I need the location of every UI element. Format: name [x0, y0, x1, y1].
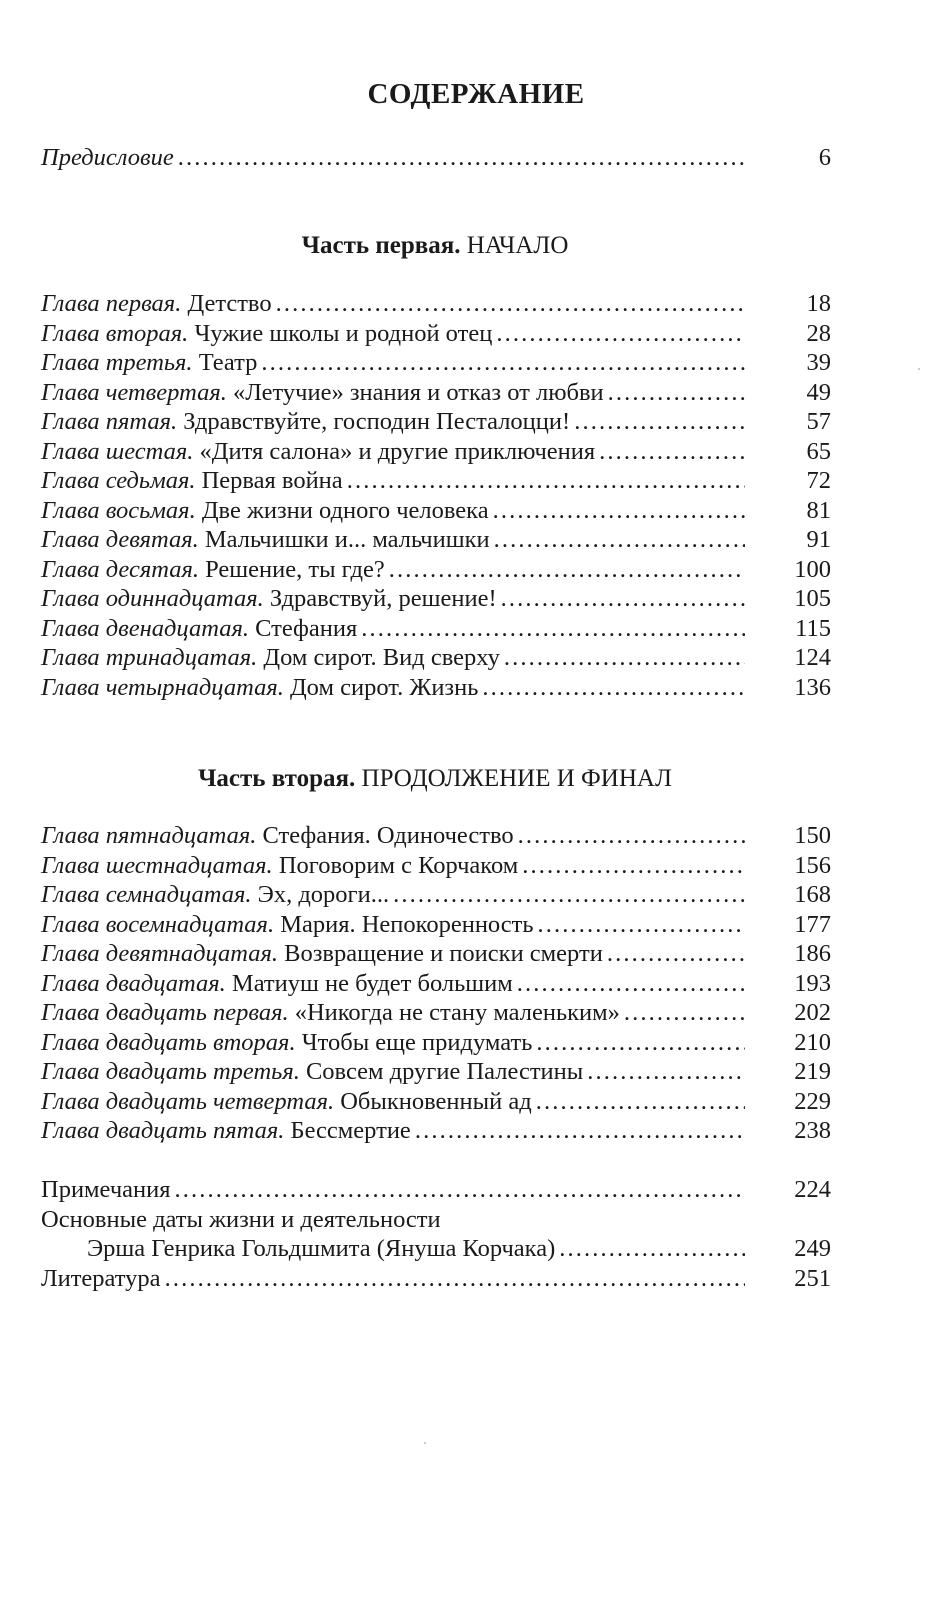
entry-label — [41, 643, 500, 673]
entry-label — [41, 1057, 583, 1087]
page-number: 91 — [806, 526, 831, 553]
chapter-title: Театр — [198, 349, 258, 376]
dot-leader — [608, 378, 745, 408]
chapter-number: Глава третья. — [41, 349, 193, 376]
dot-leader — [559, 1234, 745, 1264]
entry-label: Литература — [41, 1264, 161, 1292]
entry-label — [41, 673, 478, 703]
toc-entry-chapter[interactable] — [41, 939, 831, 969]
page-number: 136 — [794, 673, 831, 701]
page-number: 100 — [794, 555, 831, 583]
entry-label — [41, 437, 595, 467]
toc-entry-chapter[interactable] — [41, 319, 831, 349]
toc-entry-chapter[interactable] — [41, 880, 831, 910]
toc-entry-chapter[interactable] — [41, 910, 831, 940]
toc-entry-preface[interactable] — [41, 143, 831, 173]
chapter-title: Совсем другие Палестины — [305, 1058, 584, 1085]
dot-leader — [276, 289, 745, 319]
entry-label — [41, 348, 257, 378]
chapter-number: Глава девятнадцатая. — [41, 940, 279, 967]
toc-entry-chapter[interactable] — [41, 1028, 831, 1058]
toc-entry-dates-line2[interactable] — [41, 1234, 831, 1264]
chapter-number: Глава четвертая. — [41, 378, 227, 406]
entry-label — [41, 1087, 532, 1117]
entry-label: Эрша Генрика Гольдшмита (Януша Корчака) — [87, 1235, 556, 1262]
chapter-number: Глава восьмая. — [41, 496, 196, 524]
toc-entry-chapter[interactable] — [41, 1057, 831, 1087]
chapter-number: Глава двадцать третья. — [41, 1058, 300, 1085]
page-number: 105 — [794, 585, 831, 612]
dot-leader — [494, 525, 745, 555]
chapter-number: Глава тринадцатая. — [41, 644, 258, 671]
chapter-number: Глава двадцатая. — [41, 969, 226, 997]
page-number: 238 — [794, 1117, 831, 1144]
dot-leader — [518, 821, 745, 851]
chapter-number: Глава восемнадцатая. — [41, 910, 275, 938]
chapter-title: Чужие школы и родной отец — [194, 319, 493, 347]
dot-leader — [536, 1028, 745, 1058]
chapter-number: Глава десятая. — [41, 555, 199, 583]
chapter-title: Поговорим с Корчаком — [278, 851, 519, 879]
dot-leader — [496, 319, 745, 349]
page-number: 28 — [806, 319, 831, 347]
entry-label — [41, 525, 490, 555]
chapter-title: Здравствуй, решение! — [269, 585, 497, 612]
dot-leader — [574, 407, 745, 437]
dot-leader — [389, 555, 745, 585]
chapter-number: Глава шестая. — [41, 437, 194, 465]
dot-leader — [361, 614, 745, 644]
chapter-title: «Дитя салона» и другие приключения — [199, 437, 596, 465]
toc-entry-chapter[interactable] — [41, 969, 831, 999]
chapter-number: Глава одиннадцатая. — [41, 585, 264, 612]
chapter-title: Матиуш не будет большим — [231, 969, 513, 997]
chapter-number: Глава пятая. — [41, 408, 178, 435]
page-number: 6 — [818, 144, 831, 171]
page-number: 124 — [794, 644, 831, 671]
dot-leader — [607, 939, 745, 969]
dot-leader — [347, 466, 745, 496]
entry-label: Примечания — [41, 1176, 171, 1203]
toc-entry-notes[interactable] — [41, 1175, 831, 1205]
dot-leader — [587, 1057, 745, 1087]
dot-leader — [415, 1116, 745, 1146]
entry-label — [41, 880, 389, 910]
chapter-title: Дом сирот. Жизнь — [289, 673, 479, 701]
page-number: 49 — [806, 378, 831, 406]
toc-entry-chapter[interactable] — [41, 614, 831, 644]
entry-label — [41, 1028, 532, 1058]
entry-label — [41, 851, 518, 881]
page-number: 65 — [806, 437, 831, 465]
chapter-title: Чтобы еще придумать — [301, 1028, 533, 1056]
toc-entry-chapter[interactable] — [41, 496, 831, 526]
toc-entry-chapter[interactable] — [41, 348, 831, 378]
toc-entry-chapter[interactable] — [41, 673, 831, 703]
page-number: 156 — [794, 851, 831, 879]
dot-leader — [517, 969, 745, 999]
chapter-title: Первая война — [201, 467, 343, 494]
toc-entry-chapter[interactable] — [41, 407, 831, 437]
entry-label — [41, 496, 489, 526]
toc-entry-chapter[interactable] — [41, 998, 831, 1028]
entry-label — [41, 289, 272, 319]
toc-entry-chapter[interactable] — [41, 1116, 831, 1146]
dot-leader — [393, 880, 745, 910]
dot-leader — [624, 998, 745, 1028]
page-title: СОДЕРЖАНИЕ — [367, 78, 585, 110]
toc-entry-dates-line1[interactable] — [41, 1205, 831, 1235]
page-number: 210 — [794, 1028, 831, 1056]
part-one-chapter-list — [41, 289, 831, 702]
dot-leader — [538, 910, 745, 940]
entry-label — [41, 319, 492, 349]
toc-entry-chapter[interactable] — [41, 378, 831, 408]
page-number: 72 — [806, 467, 831, 494]
chapter-title: «Никогда не стану маленьким» — [294, 999, 620, 1026]
chapter-number: Глава двадцать вторая. — [41, 1028, 296, 1056]
page-number: 224 — [794, 1176, 831, 1203]
chapter-title: Обыкновенный ад — [340, 1087, 532, 1115]
entry-label: Основные даты жизни и деятельности — [41, 1205, 441, 1233]
toc-entry-chapter[interactable] — [41, 525, 831, 555]
toc-entry-chapter[interactable] — [41, 555, 831, 585]
part-two-heading: Часть вторая. ПРОДОЛЖЕНИЕ И ФИНАЛ — [198, 765, 672, 792]
chapter-number: Глава седьмая. — [41, 467, 196, 494]
chapter-title: Мария. Непокоренность — [280, 910, 534, 938]
page-number: 249 — [794, 1235, 831, 1262]
page-number: 251 — [794, 1264, 831, 1292]
toc-entry-chapter[interactable] — [41, 821, 831, 851]
chapter-number: Глава двадцать четвертая. — [41, 1087, 335, 1115]
chapter-number: Глава двадцать пятая. — [41, 1117, 285, 1144]
page-number: 186 — [794, 940, 831, 967]
chapter-title: Бессмертие — [290, 1117, 411, 1144]
toc-entry-chapter[interactable] — [41, 1087, 831, 1117]
part-two-chapter-list — [41, 821, 831, 1146]
entry-label: Предисловие — [41, 144, 174, 171]
toc-entry-chapter[interactable] — [41, 643, 831, 673]
page-number: 177 — [794, 910, 831, 938]
entry-label — [41, 1116, 411, 1146]
dot-leader — [504, 643, 745, 673]
chapter-number: Глава пятнадцатая. — [41, 822, 257, 849]
chapter-title: Стефания — [255, 614, 358, 642]
chapter-number: Глава шестнадцатая. — [41, 851, 273, 879]
print-speck — [918, 368, 920, 370]
chapter-title: «Летучие» знания и отказ от любви — [232, 378, 604, 406]
dot-leader — [482, 673, 745, 703]
dot-leader — [501, 584, 745, 614]
dot-leader — [178, 143, 745, 173]
entry-label — [41, 998, 620, 1028]
entry-label — [41, 969, 513, 999]
toc-entry-chapter[interactable] — [41, 584, 831, 614]
preface-block — [41, 143, 831, 173]
print-speck — [424, 1442, 426, 1444]
chapter-title: Здравствуйте, господин Песталоцци! — [183, 408, 571, 435]
chapter-number: Глава двенадцатая. — [41, 614, 249, 642]
chapter-title: Стефания. Одиночество — [262, 822, 514, 849]
page-number: 150 — [794, 822, 831, 849]
chapter-title: Решение, ты где? — [205, 555, 385, 583]
chapter-title: Эх, дороги... — [257, 881, 390, 908]
dot-leader — [175, 1175, 745, 1205]
dot-leader — [599, 437, 745, 467]
chapter-number: Глава четырнадцатая. — [41, 673, 284, 701]
entry-label — [41, 939, 603, 969]
chapter-number: Глава вторая. — [41, 319, 189, 347]
back-matter — [41, 1175, 831, 1293]
entry-label — [41, 821, 514, 851]
page-number: 57 — [806, 408, 831, 435]
entry-label — [41, 378, 604, 408]
page-number: 202 — [794, 999, 831, 1026]
page-number: 219 — [794, 1058, 831, 1085]
chapter-number: Глава двадцать первая. — [41, 999, 289, 1026]
toc-entry-chapter[interactable] — [41, 466, 831, 496]
dot-leader — [493, 496, 745, 526]
page-number: 39 — [806, 349, 831, 376]
page-number: 229 — [794, 1087, 831, 1115]
toc-entry-literature[interactable] — [41, 1264, 831, 1294]
page-number: 193 — [794, 969, 831, 997]
dot-leader — [261, 348, 745, 378]
chapter-number: Глава семнадцатая. — [41, 881, 252, 908]
entry-label — [41, 555, 385, 585]
page-number: 115 — [795, 614, 831, 642]
dot-leader — [536, 1087, 745, 1117]
toc-entry-chapter[interactable] — [41, 289, 831, 319]
entry-label — [41, 584, 497, 614]
chapter-title: Две жизни одного человека — [201, 496, 489, 524]
chapter-number: Глава девятая. — [41, 526, 199, 553]
chapter-title: Дом сирот. Вид сверху — [263, 644, 500, 671]
chapter-title: Детство — [187, 290, 272, 317]
toc-entry-chapter[interactable] — [41, 851, 831, 881]
entry-label — [41, 614, 357, 644]
page-number: 81 — [806, 496, 831, 524]
chapter-title: Мальчишки и... мальчишки — [204, 526, 490, 553]
page-number: 168 — [794, 881, 831, 908]
chapter-title: Возвращение и поиски смерти — [284, 940, 603, 967]
toc-entry-chapter[interactable] — [41, 437, 831, 467]
entry-label — [41, 910, 534, 940]
part-one-heading: Часть первая. НАЧАЛО — [301, 232, 569, 259]
dot-leader — [522, 851, 745, 881]
chapter-number: Глава первая. — [41, 290, 182, 317]
dot-leader — [165, 1264, 745, 1294]
entry-label — [41, 407, 570, 437]
page-number: 18 — [806, 290, 831, 317]
entry-label — [41, 466, 343, 496]
